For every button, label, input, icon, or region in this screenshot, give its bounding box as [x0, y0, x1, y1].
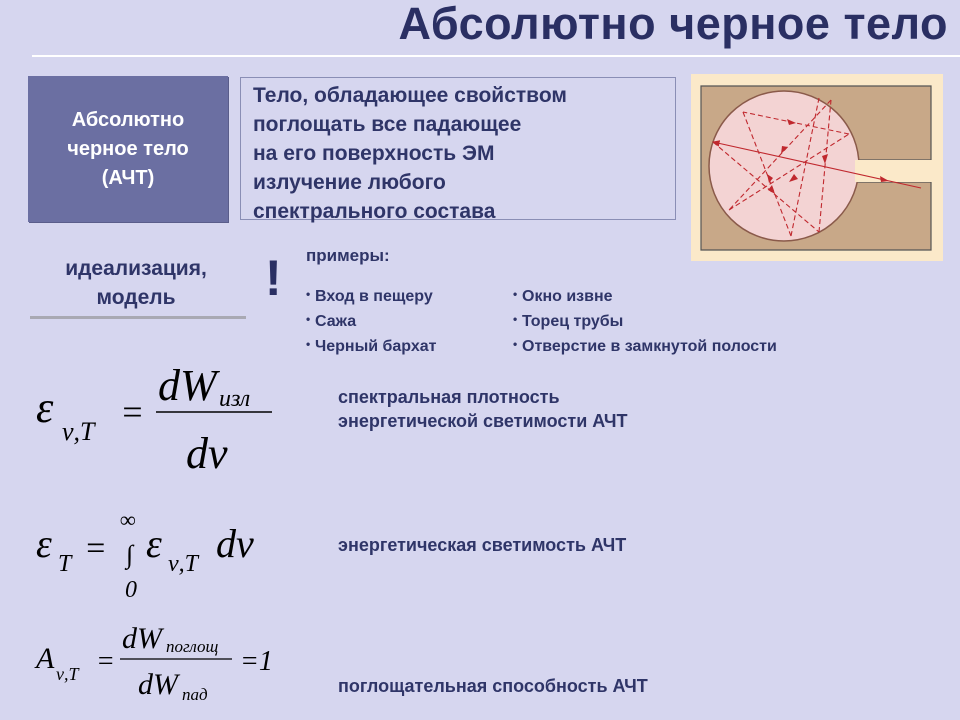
- svg-text:поглощ: поглощ: [166, 637, 219, 656]
- absorptivity-description: поглощательная способность АЧТ: [338, 676, 648, 696]
- svg-text:=: =: [84, 530, 107, 567]
- energy-luminosity-description: энергетическая светимость АЧТ: [338, 535, 627, 555]
- svg-text:пад: пад: [182, 685, 208, 704]
- svg-text:T: T: [58, 551, 72, 577]
- svg-text:ε: ε: [36, 383, 54, 432]
- example-item: • Черный бархат: [306, 333, 437, 358]
- slide-title: Абсолютно черное тело: [398, 0, 948, 49]
- svg-text:ε: ε: [146, 521, 162, 566]
- svg-text:dW: dW: [138, 668, 178, 701]
- svg-text:∞: ∞: [120, 507, 136, 532]
- svg-text:=: =: [120, 392, 145, 432]
- svg-text:dν: dν: [186, 429, 228, 478]
- energy-luminosity-formula: [34, 505, 294, 605]
- term-box: [28, 76, 228, 222]
- svg-text:0: 0: [125, 577, 137, 603]
- blackbody-cavity-illustration: [691, 74, 943, 261]
- spectral-density-formula: [34, 358, 294, 478]
- svg-text:dW: dW: [158, 361, 217, 410]
- svg-text:∫: ∫: [126, 540, 134, 569]
- svg-text:ν,T: ν,T: [62, 417, 95, 446]
- bullet: •: [513, 312, 518, 326]
- svg-text:ε: ε: [36, 521, 52, 566]
- absorptivity-formula: [34, 622, 324, 712]
- spectral-density-description: спектральная плотность энергетической светимости АЧТ: [338, 387, 628, 431]
- definition-box: [240, 77, 676, 223]
- svg-text:ν,T: ν,T: [168, 551, 198, 577]
- bullet: •: [513, 337, 518, 351]
- exclamation-mark: !: [265, 250, 282, 306]
- idealization-underline: [30, 316, 246, 319]
- examples-list-left: [306, 283, 437, 358]
- examples-label: примеры:: [306, 246, 390, 265]
- example-item: • Окно извне: [513, 283, 777, 308]
- example-item: • Отверстие в замкнутой полости: [513, 333, 777, 358]
- idealization-label: идеализация, модель: [65, 257, 207, 309]
- svg-text:dν: dν: [216, 521, 254, 566]
- examples-list-right: [513, 283, 777, 358]
- svg-text:изл: изл: [219, 386, 251, 412]
- example-item: • Сажа: [306, 308, 437, 333]
- bullet: •: [513, 287, 518, 301]
- example-item: • Торец трубы: [513, 308, 777, 333]
- bullet: •: [306, 287, 311, 301]
- svg-text:A: A: [36, 642, 55, 675]
- definition-text: Тело, обладающее свойством поглощать все падающее на его поверхность ЭМ излучение любого спектрального состава: [253, 84, 567, 223]
- cavity-diagram: [691, 74, 943, 261]
- bullet: •: [306, 312, 311, 326]
- svg-text:=1: =1: [240, 646, 273, 677]
- bullet: •: [306, 337, 311, 351]
- title-underline: [32, 55, 960, 57]
- svg-text:dW: dW: [122, 622, 162, 655]
- term-label: Абсолютно черное тело (АЧТ): [67, 108, 189, 189]
- svg-text:=: =: [96, 646, 115, 677]
- example-item: • Вход в пещеру: [306, 283, 437, 308]
- svg-text:ν,T: ν,T: [56, 664, 79, 684]
